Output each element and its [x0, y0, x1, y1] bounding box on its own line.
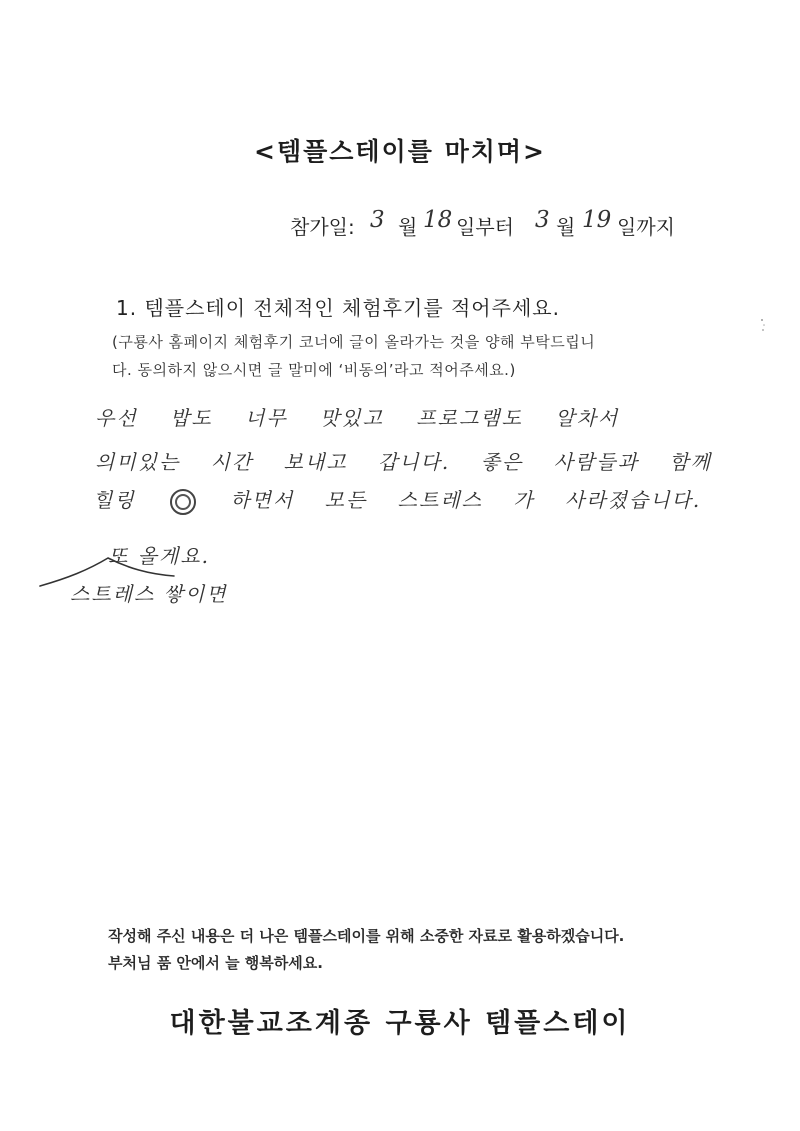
handwritten-line4: 또 올게요.: [108, 544, 210, 568]
participation-label: 참가일:: [290, 215, 355, 239]
handwritten-line2: 의미있는 시간 보내고 갑니다. 좋은 사람들과 함께: [95, 450, 712, 474]
handwritten-line3-end: 하면서 모든 스트레스 가 사라졌습니다.: [230, 488, 702, 512]
handwritten-line3-start: 힐링: [93, 488, 136, 512]
month-unit-1: 월: [398, 215, 418, 239]
temple-name: 대한불교조계종 구룡사 템플스테이: [169, 1008, 631, 1039]
footer-note-line1: 작성해 주신 내용은 더 나은 템플스테이를 위해 소중한 자료로 활용하겠습니다.: [108, 927, 625, 945]
page-title: <템플스테이를 마치며>: [254, 137, 546, 166]
end-day: 19: [582, 207, 612, 233]
day-from-text: 일부터: [456, 215, 514, 239]
start-day: 18: [423, 207, 453, 233]
question-note-line2: 다. 동의하지 않으시면 글 말미에 ‘비동의’라고 적어주세요.): [112, 361, 516, 379]
participation-date-row: [290, 205, 770, 245]
month-unit-2: 월: [556, 215, 576, 239]
question-heading: 1. 템플스테이 전체적인 체험후기를 적어주세요.: [116, 296, 560, 320]
day-until-text: 일까지: [617, 215, 675, 239]
scribble-mark-icon: [170, 489, 196, 515]
question-note-line1: (구룡사 홈페이지 체험후기 코너에 글이 올라가는 것을 양해 부탁드립니: [112, 333, 596, 351]
handwritten-line1: 우선 밥도 너무 맛있고 프로그램도 알차서: [95, 406, 620, 430]
start-month: 3: [370, 207, 385, 233]
end-month: 3: [535, 207, 550, 233]
handwritten-line5: 스트레스 쌓이면: [70, 582, 228, 606]
handwritten-line3: [93, 484, 701, 515]
footer-note-line2: 부처님 품 안에서 늘 행복하세요.: [108, 954, 323, 972]
scan-speck-icon: [760, 318, 766, 332]
